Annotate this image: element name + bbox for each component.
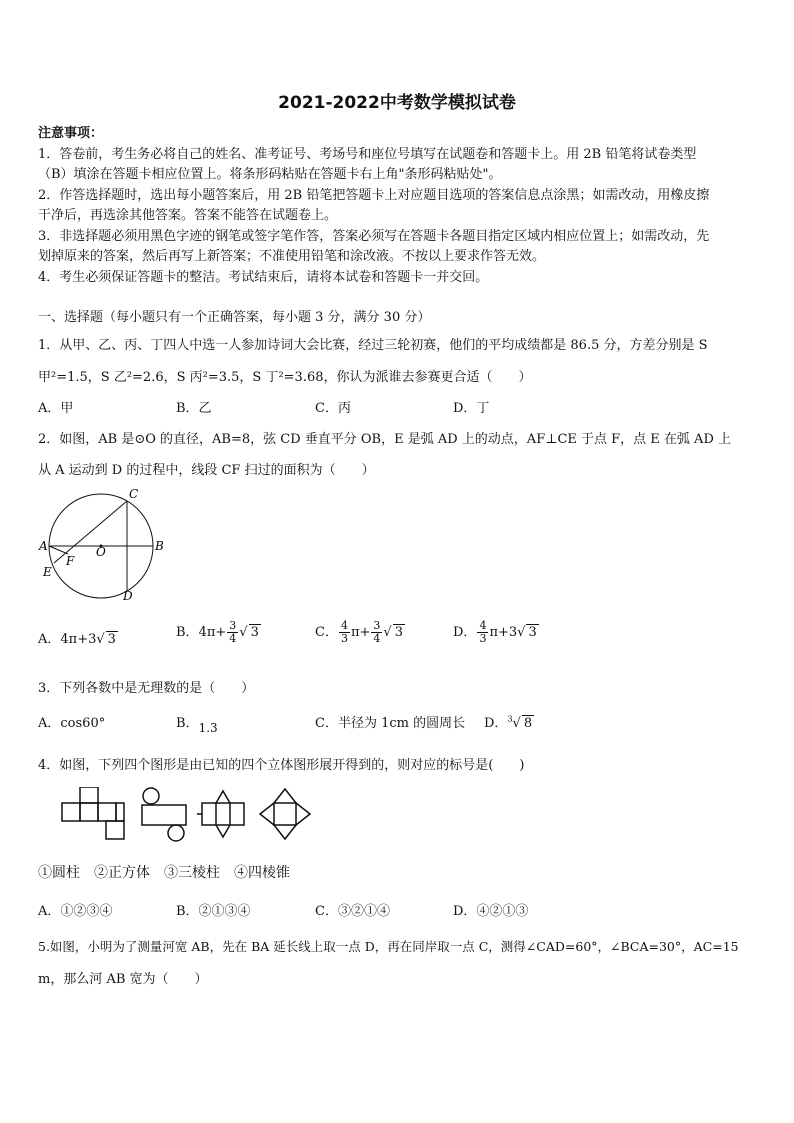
q3-option-a[interactable]: A．cos60°: [38, 716, 106, 731]
pyramid-net: [260, 789, 310, 839]
cylinder-net: [142, 788, 186, 841]
root-index: 3: [507, 714, 513, 724]
q3-option-d[interactable]: D．$^3$√ 8: [484, 714, 533, 731]
q1-option-b[interactable]: B．乙: [176, 401, 212, 416]
notice-line: 3．非选择题必须用黑色字迹的钢笔或签字笔作答，答案必须写在答题卡各题目指定区域内相应位置上；如需改动，先: [38, 229, 710, 244]
label-f: F: [66, 554, 75, 568]
q1-option-a[interactable]: A．甲: [38, 401, 74, 416]
q4-option-a[interactable]: A．①②③④: [38, 904, 113, 919]
q2-option-c[interactable]: C． $\frac{4}{3}$ π+ $\frac{3}{4}$ √ 3: [315, 619, 403, 645]
q3-option-c[interactable]: C．半径为 1cm 的圆周长: [315, 716, 466, 731]
q1-stem-2: 甲²=1.5，S 乙²=2.6，S 丙²=3.5，S 丁²=3.68，你认为派谁去参赛更合适（ ）: [38, 370, 532, 385]
q3-stem: 3．下列各数中是无理数的是（ ）: [38, 681, 255, 696]
notice-line: 划掉原来的答案，然后再写上新答案；不准使用铅笔和涂改液。不按以上要求作答无效。: [38, 249, 546, 264]
q2-option-d[interactable]: D． $\frac{4}{3}$ π+3√ 3: [453, 619, 537, 645]
option-letter: A．: [38, 632, 61, 647]
label-a: A: [39, 539, 48, 553]
label-d: D: [123, 589, 133, 603]
option-text: 4π+3: [60, 632, 97, 647]
notice-heading: 注意事项：: [38, 126, 104, 141]
label-c: C: [129, 487, 139, 501]
fraction: $\frac{3}{4}$: [373, 619, 381, 645]
q4-stem: 4．如图，下列四个图形是由已知的四个立体图形展开得到的，则对应的标号是( ): [38, 758, 525, 773]
q4-option-b[interactable]: B．②①③④: [176, 904, 251, 919]
option-text: π+: [350, 625, 371, 640]
q2-stem-2: 从 A 运动到 D 的过程中，线段 CF 扫过的面积为（ ）: [38, 463, 375, 478]
label-b: B: [155, 539, 164, 553]
q4-option-d[interactable]: D．④②①③: [453, 904, 529, 919]
q2-option-b[interactable]: B．4π+ $\frac{3}{4}$ √ 3: [176, 619, 259, 645]
radicand: 3: [250, 625, 259, 640]
label-e: E: [43, 565, 52, 579]
section-heading: 一、选择题（每小题只有一个正确答案，每小题 3 分，满分 30 分）: [38, 310, 431, 325]
cube-net: [62, 787, 124, 839]
option-letter: C．: [315, 625, 338, 640]
prism-net: [197, 791, 244, 837]
label-o: O: [96, 545, 106, 559]
q4-option-c[interactable]: C．③②①④: [315, 904, 390, 919]
option-text: 4π+: [198, 625, 227, 640]
notice-line: 干净后，再选涂其他答案。答案不能答在试题卷上。: [38, 208, 338, 223]
radicand: 3: [528, 625, 537, 640]
notice-line: 4．考生必须保证答题卡的整洁。考试结束后，请将本试卷和答题卡一并交回。: [38, 270, 489, 285]
q2-option-a[interactable]: A．4π+3√ 3: [38, 632, 116, 647]
option-value: 1.3: [198, 721, 218, 735]
q4-caption: ①圆柱 ②正方体 ③三棱柱 ④四棱锥: [38, 865, 290, 881]
fraction: $\frac{4}{3}$: [340, 619, 348, 645]
circle-diagram: [36, 484, 176, 604]
option-letter: B．: [176, 625, 199, 640]
q1-option-d[interactable]: D．丁: [453, 401, 490, 416]
radicand: 3: [107, 632, 116, 647]
notice-line: （B）填涂在答题卡相应位置上。将条形码粘贴在答题卡右上角"条形码粘贴处"。: [38, 167, 502, 182]
radicand: 3: [394, 625, 403, 640]
option-letter: D．: [453, 625, 477, 640]
fraction: $\frac{4}{3}$: [479, 619, 487, 645]
q3-option-b[interactable]: [176, 712, 218, 735]
notice-line: 2．作答选择题时，选出每小题答案后，用 2B 铅笔把答题卡上对应题目选项的答案信息点涂黑；如需改动，用橡皮擦: [38, 188, 710, 203]
notice-line: 1．答卷前，考生务必将自己的姓名、准考证号、考场号和座位号填写在试题卷和答题卡上。用 2B 铅笔将试卷类型: [38, 147, 697, 162]
q1-option-c[interactable]: C．丙: [315, 401, 351, 416]
q2-stem: 2．如图，AB 是⊙O 的直径，AB=8，弦 CD 垂直平分 OB，E 是弧 AD 上的动点，AF⊥CE 于点 F，点 E 在弧 AD 上: [38, 432, 731, 447]
fraction: $\frac{3}{4}$: [229, 619, 237, 645]
option-letter: B．: [176, 716, 199, 731]
q1-stem: 1．从甲、乙、丙、丁四人中选一人参加诗词大会比赛，经过三轮初赛，他们的平均成绩都是 86.5 分，方差分别是 S: [38, 338, 708, 353]
q5-stem: 5.如图，小明为了测量河宽 AB，先在 BA 延长线上取一点 D，再在同岸取一点 C，测得∠CAD=60°，∠BCA=30°，AC=15: [38, 939, 739, 954]
q5-stem-2: m，那么河 AB 宽为（ ）: [38, 972, 208, 987]
option-text: π+3: [489, 625, 518, 640]
nets-figure: [60, 787, 320, 847]
page-title: 2021-2022中考数学模拟试卷: [278, 93, 516, 113]
radicand: 8: [523, 716, 533, 731]
option-letter: D．: [484, 716, 508, 731]
